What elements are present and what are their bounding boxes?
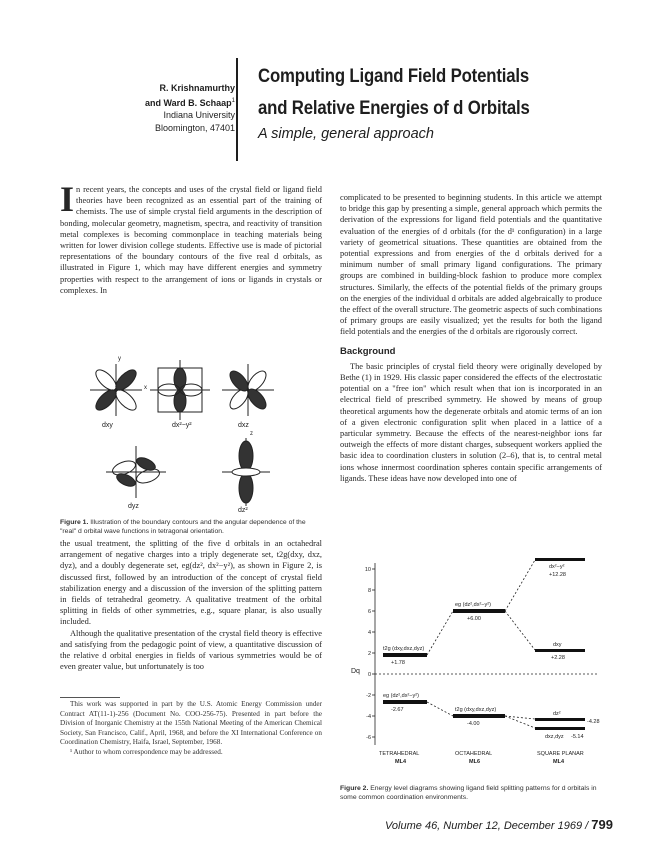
tick-label: -4 — [366, 714, 371, 720]
octahedral-t2g-level — [453, 714, 505, 718]
level-label: dz² — [553, 711, 561, 717]
level-value: -4.00 — [467, 721, 480, 727]
tick-label: 10 — [364, 567, 371, 573]
orbital-label: dz² — [238, 507, 248, 514]
square-planar-dxy-level — [535, 649, 585, 652]
geometry-formula: ML4 — [395, 759, 406, 765]
tetrahedral-t2g-level — [383, 653, 427, 657]
tick-label: -2 — [366, 693, 371, 699]
footer-separator: / — [585, 820, 589, 832]
tetrahedral-eg-level — [383, 700, 427, 704]
level-value: +2.28 — [551, 655, 565, 661]
title-line: and Relative Energies of d Orbitals — [258, 97, 530, 119]
title-line: Computing Ligand Field Potentials — [258, 65, 530, 87]
author-marker: 1 — [231, 97, 235, 104]
level-label: dxz,dyz — [545, 734, 564, 740]
geometry-formula: ML6 — [469, 759, 480, 765]
level-label: t2g (dxy,dxz,dyz) — [383, 646, 425, 652]
left-column-intro — [60, 179, 322, 296]
paragraph: complicated to be presented to beginning students. In this article we attempt to bridge this gap by presenting a simple, general approach which permits the derivation of the expressions for ligand field potentials and the quantitative evaluation of the energies of d orbitals (for the d¹ configuration) in a large variety of geometrical situations. These quantities are obtained from the potential expressions and from energies of the d orbitals derived for a minimum number of small primary ligand configurations. The primary groups are combined in building-block fashion to produce more complex structures. Similarly, the effects of the potential fields of the primary groups on the energies of the individual d orbitals are added algebraically to produce the effect of the overall structure. The geometric aspects of such combinations of primary groups are easily visualized; yet the results for both the ligand field potentials and the energies of the d orbitals are rigorously correct. — [340, 193, 603, 337]
footnotes — [60, 700, 322, 758]
paragraph: Although the qualitative presentation of the crystal field theory is effective and satisfying from the pedagogic point of view, a quantitative discussion of the relative d orbital energies in fields of various symmetries would be of even greater value, but unfortunately is too — [60, 628, 322, 672]
tick-label: 2 — [367, 651, 371, 657]
figure-2-energy-diagram — [345, 555, 607, 780]
level-value: +1.78 — [391, 660, 405, 666]
author-name: and Ward B. Schaap — [144, 97, 232, 108]
tick-label: 0 — [367, 672, 371, 678]
dxy-orbital — [90, 364, 142, 416]
level-label: dxy — [553, 642, 562, 648]
paragraph — [60, 179, 322, 296]
orbital-label: dyz — [128, 503, 139, 510]
level-value: -2.67 — [391, 707, 404, 713]
y-axis-label: Dq — [351, 668, 360, 675]
dz2-orbital — [222, 438, 270, 506]
caption-text: Illustration of the boundary contours and the angular dependence of the "real" d orbital wave functions in tetragonal orientation. — [60, 519, 306, 535]
paragraph: The basic principles of crystal field theory were originally developed by Bethe (1) in 1929. His classic paper considered the effects of the electrostatic potential on a "free ion" which result when that ion is incorporated in an electrical field of prescribed symmetry. He showed by means of group theoretical arguments how the degenerate orbitals and atomic terms of an ion of a given electronic configuration split when placed in a lattice of a particular symmetry. Because the effects of the nearest-neighbor ions far outweigh the effects of more distant charges, subsequent workers applied the basic idea to coordination clusters in solution (2–6), that is, to central metal ions whose innermost coordination spheres contain specific arrangements of ligands. These ideas have now developed into one of — [340, 361, 602, 483]
tick-label: 4 — [367, 630, 371, 636]
caption-label: Figure 2. — [340, 785, 369, 792]
left-column-continued — [60, 538, 322, 672]
correlation-lines — [427, 560, 535, 728]
orbital-label: dx²−y² — [172, 422, 192, 429]
footnote: ¹ Author to whom correspondence may be addressed. — [70, 747, 223, 756]
level-value: +6.00 — [467, 616, 481, 622]
tick-label: 8 — [367, 588, 371, 594]
journal-issue: Volume 46, Number 12, December 1969 — [385, 820, 583, 832]
dyz-orbital — [106, 446, 166, 498]
orbital-label: dxy — [102, 422, 113, 429]
article-title — [258, 60, 593, 124]
section-heading: Background — [340, 345, 396, 357]
level-label: t2g (dxy,dxz,dyz) — [455, 707, 497, 713]
figure-1-orbitals — [88, 352, 298, 517]
geometry-name: TETRAHEDRAL — [379, 751, 420, 757]
right-column — [340, 192, 602, 484]
author-name: R. Krishnamurthy — [159, 83, 235, 93]
square-planar-dx2y2-level — [535, 558, 585, 561]
tick-label: 6 — [367, 609, 371, 615]
figure-2-caption — [340, 785, 602, 802]
figure-1-caption — [60, 519, 322, 536]
page-footer — [385, 817, 613, 832]
footnote-rule — [60, 697, 120, 698]
affiliation: Indiana University — [163, 110, 235, 120]
dxz-orbital — [222, 364, 274, 416]
axis-label: y — [118, 356, 121, 362]
paragraph-text: n recent years, the concepts and uses of the crystal field or ligand field theories have been recognized as an essential part of the training of chemists. The use of simple crystal field arguments in the description of bonding, molecular geometry, magnetism, spectra, and reactivity of transition metal complexes is becoming commonplace in teaching materials being written for lower division college students. Effective use is made of pictorial representations of the boundary contours of the five real d orbitals, as illustrated in Figure 1, which may have different energies and symmetry properties with respect to the arrangement of ions or ligands in crystals or complexes. In — [60, 185, 322, 295]
level-value: -4.28 — [587, 719, 600, 725]
header-divider — [236, 58, 238, 161]
geometry-name: SQUARE PLANAR — [537, 751, 584, 757]
page-number: 799 — [591, 817, 613, 832]
orbital-label: dxz — [238, 422, 249, 429]
square-planar-dxz-dyz-level — [535, 727, 585, 730]
level-label: dx²−y² — [549, 564, 565, 570]
article-subtitle: A simple, general approach — [258, 126, 434, 142]
level-label: eg (dz²,dx²−y²) — [383, 693, 419, 699]
axis-ticks — [372, 569, 375, 737]
level-label: eg (dz²,dx²−y²) — [455, 602, 491, 608]
caption-label: Figure 1. — [60, 519, 89, 526]
drop-cap: I — [60, 179, 75, 219]
dx2-y2-orbital — [150, 360, 210, 420]
level-value: -5.14 — [571, 734, 584, 740]
caption-text: Energy level diagrams showing ligand field splitting patterns for d orbitals in some common coordination environments. — [340, 785, 597, 801]
geometry-formula: ML4 — [553, 759, 564, 765]
axis-label: z — [250, 431, 253, 437]
paragraph: the usual treatment, the splitting of the five d orbitals in an octahedral arrangement of negative charges into a triply degenerate set, t2g(dxy, dxz, dyz), and a doubly degenerate set, eg(dz², dx²−y²), as shown in Figure 2, is discussed first, followed by an introduction of the concept of crystal field stabilization energy and a discussion of the inversion of the splitting pattern in fields of tetrahedral geometry. A qualitative treatment of the orbital splitting in fields of other symmetries, e.g., square planar, is also usually included. — [60, 539, 322, 627]
author-block — [70, 82, 235, 134]
geometry-name: OCTAHEDRAL — [455, 751, 493, 757]
square-planar-dz2-level — [535, 718, 585, 721]
affiliation: Bloomington, 47401 — [154, 122, 235, 133]
octahedral-eg-level — [453, 609, 505, 613]
level-value: +12.28 — [549, 572, 566, 578]
axis-label: x — [144, 385, 147, 391]
footnote: This work was supported in part by the U.S. Atomic Energy Commission under Contract AT(11-1)-256 (Document No. COO-256-75). Presented in part before the Division of Inorganic Chemistry at the 155th National Meeting of the American Chemical Society, San Francisco, Calif., April, 1968, and before the XI International Conference on Coordination Chemistry, Haifa, Israel, September, 1968. — [60, 700, 322, 747]
tick-label: -6 — [366, 735, 371, 741]
